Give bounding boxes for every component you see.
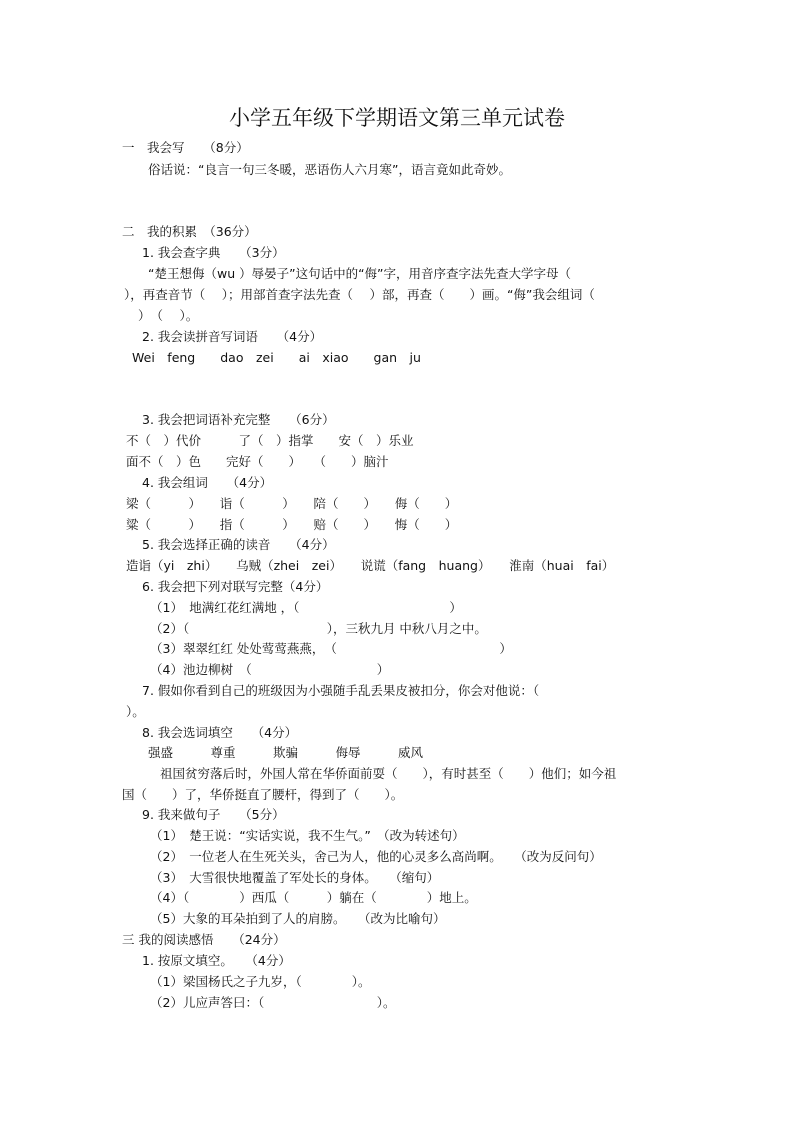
text-line: 不（ ）代价 了（ ）指掌 安（ ）乐业 [126,433,414,448]
text-line: （2） 一位老人在生死关头，舍己为人，他的心灵多么高尚啊。 （改为反问句） [150,849,602,864]
text-line: 一 我会写 （8分） [122,140,249,155]
text-line: 强盛 尊重 欺骗 侮辱 威风 [148,745,424,760]
text-line: （2）儿应声答曰：（ ）。 [150,995,396,1010]
text-line: 1. 我会查字典 （3分） [142,245,285,260]
text-line: 6. 我会把下列对联写完整（4分） [142,579,329,594]
text-line: 国（ ）了，华侨挺直了腰杆，得到了（ ）。 [122,787,404,802]
text-line: 造诣（yi zhi） 乌贼（zhei zei） 说谎（fang huang） 淮南（huai fai） [126,558,615,573]
text-line: 9. 我来做句子 （5分） [142,807,285,822]
text-line: 2. 我会读拼音写词语 （4分） [142,329,323,344]
text-line: 1. 按原文填空。 （4分） [142,953,291,968]
text-line: 祖国贫穷落后时，外国人常在华侨面前耍（ ），有时甚至（ ）他们；如今祖 [160,766,617,781]
text-line: （1） 楚王说：“实话实说，我不生气。” （改为转述句） [150,828,465,843]
text-line: （3） 大雪很快地覆盖了军处长的身体。 （缩句） [150,870,440,885]
text-line: 粱（ ） 指（ ） 赔（ ） 悔（ ） [126,517,458,532]
text-line: ）。 [126,704,145,719]
text-line: 二 我的积累 （36分） [122,224,257,239]
text-line: （1） 地满红花红满地 ，（ ） [150,600,462,615]
text-line: 8. 我会选词填空 （4分） [142,725,298,740]
text-line: （1）梁国杨氏之子九岁，（ ）。 [150,974,371,989]
text-line: Wei feng dao zei ai xiao gan ju [132,350,421,365]
text-line: （3）翠翠红红 处处莺莺燕燕， （ ） [150,641,512,656]
text-line: （4）（ ）西瓜（ ）躺在（ ）地上。 [150,890,477,905]
text-line: 三 我的阅读感悟 （24分） [122,932,286,947]
text-line: 7. 假如你看到自己的班级因为小强随手乱丢果皮被扣分，你会对他说：（ [142,683,540,698]
text-line: 梁（ ） 诣（ ） 陪（ ） 侮（ ） [126,496,458,511]
text-line: “楚王想侮（wu ）辱晏子”这句话中的“侮”字，用音序查字法先查大学字母（ [148,266,572,281]
text-line: 面不（ ）色 完好（ ） （ ）脑汁 [126,454,389,469]
page-title: 小学五年级下学期语文第三单元试卷 [229,106,565,130]
text-line: （4）池边柳树 （ ） [150,662,390,677]
text-line: 俗话说：“良言一句三冬暖，恶语伤人六月寒”，语言竟如此奇妙。 [148,162,511,177]
text-line: 5. 我会选择正确的读音 （4分） [142,537,335,552]
text-line: 4. 我会组词 （4分） [142,475,273,490]
text-line: ） （ ）。 [138,308,199,323]
text-line: （2）（ ），三秋九月 中秋八月之中。 [150,621,487,636]
text-line: ），再查音节（ ）；用部首查字法先查（ ）部，再查（ ）画。“侮”我会组词（ [124,287,595,302]
text-line: 3. 我会把词语补充完整 （6分） [142,412,335,427]
text-line: （5）大象的耳朵拍到了人的肩膀。 （改为比喻句） [150,911,446,926]
